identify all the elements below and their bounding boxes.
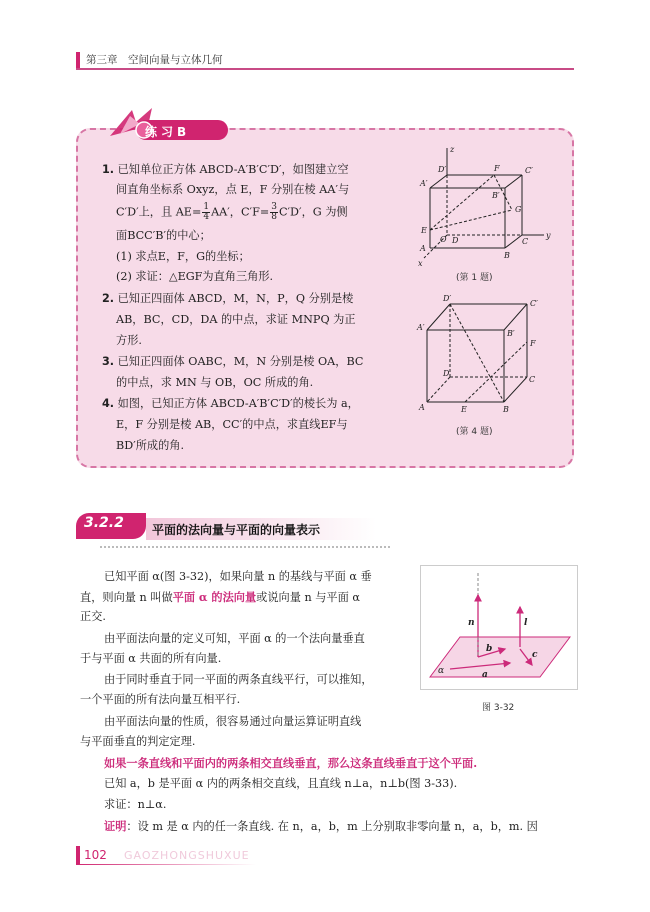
label-g: G — [515, 205, 522, 214]
problem-2-line-1 — [102, 290, 353, 308]
fraction-numerator: 1 — [203, 202, 210, 212]
footer-accent-bar — [76, 846, 80, 864]
problem-2-line-3: 方形. — [116, 334, 142, 347]
body-text: 或说向量 n 与平面 α — [256, 591, 360, 604]
section-dotted-divider — [100, 546, 390, 548]
label-a: a — [482, 670, 488, 680]
body-paragraph-2-line-2: 于与平面 α 共面的所有向量. — [80, 652, 222, 665]
label-a: A — [420, 244, 426, 253]
cube-hidden-edges — [427, 304, 527, 402]
fraction-3-8 — [270, 203, 278, 222]
problem-text: AA′，C′F= — [211, 205, 270, 219]
section-number: 3.2.2 — [84, 515, 124, 531]
fraction-numerator: 3 — [271, 202, 277, 212]
problem-1-line-5: (1) 求点E，F，G的坐标； — [116, 250, 250, 263]
problem-text: C′D′，G 为侧 — [278, 205, 348, 219]
proof-text: ：设 m 是 α 内的任一条直线. 在 n，a，b，m 上分别取非零向量 n，a，b，m. 因 — [126, 820, 538, 833]
body-paragraph-4-line-2: 与平面垂直的判定定理. — [80, 735, 196, 748]
label-d1: D′ — [443, 294, 452, 303]
label-x: x — [418, 259, 423, 268]
proof-line — [104, 817, 538, 836]
header-divider — [76, 68, 574, 70]
label-o: O — [440, 235, 447, 244]
problem-3-line-2: 的中点，求 MN 与 OB，OC 所成的角. — [116, 376, 314, 389]
figure-1-caption: (第 1 题) — [456, 273, 493, 283]
label-b: b — [486, 644, 493, 654]
problem-2-line-2: AB，BC，CD，DA 的中点，求证 MNPQ 为正 — [116, 313, 356, 326]
problem-1-line-2: 间直角坐标系 Oxyz，点 E，F 分别在棱 AA′与 — [116, 183, 350, 196]
problem-1-line-3 — [116, 203, 348, 222]
fraction-1-4 — [202, 203, 210, 222]
theorem-statement: 如果一条直线和平面内的两条相交直线垂直，那么这条直线垂直于这个平面. — [104, 756, 478, 770]
problem-1-line-1 — [102, 161, 349, 179]
problem-number: 4. — [102, 397, 115, 410]
problem-4-line-1 — [102, 395, 359, 413]
exercise-badge-label: 练习B — [145, 125, 191, 139]
label-a1: A′ — [417, 323, 425, 332]
problem-text: 已知正四面体 ABCD，M，N，P，Q 分别是棱 — [117, 292, 354, 305]
label-l: l — [524, 618, 528, 628]
problem-1-line-4: 面BCC′B′的中心； — [116, 229, 211, 242]
label-b: B — [503, 405, 509, 414]
figure-3-32-plane-normal-vectors — [420, 565, 578, 690]
cube-figure-problem-4 — [415, 292, 555, 417]
label-d: D — [443, 369, 450, 378]
problem-text: 已知正四面体 OABC，M，N 分别是棱 OA，BC — [117, 355, 364, 368]
footer-divider — [76, 864, 256, 865]
label-b1: B′ — [492, 191, 500, 200]
problem-number: 1. — [102, 163, 115, 176]
problem-1-line-6: (2) 求证：△EGF为直角三角形. — [116, 270, 274, 283]
fraction-denominator: 8 — [271, 212, 277, 222]
problem-number: 3. — [102, 355, 115, 368]
header-accent-bar — [76, 52, 80, 68]
chapter-title: 第三章 空间向量与立体几何 — [86, 54, 223, 66]
label-c: C — [529, 375, 536, 384]
label-c1: C′ — [525, 166, 533, 175]
proof-label: 证明 — [104, 819, 127, 833]
label-y: y — [546, 231, 551, 240]
label-d1: D′ — [438, 165, 447, 174]
cube-figure-problem-1 — [412, 140, 562, 270]
label-f: F — [530, 339, 536, 348]
body-paragraph-3-line-1: 由于同时垂直于同一平面的两条直线平行，可以推知， — [104, 673, 373, 686]
body-paragraph-1-line-2 — [80, 588, 360, 607]
given-statement: 已知 a，b 是平面 α 内的两条相交直线，且直线 n⊥a，n⊥b(图 3-33). — [104, 777, 458, 790]
cube-hidden-edges — [424, 175, 522, 258]
prove-statement: 求证：n⊥α. — [104, 798, 167, 811]
problem-text: 已知单位正方体 ABCD-A′B′C′D′，如图建立空 — [117, 163, 349, 176]
problem-text: C′D′上，且 AE= — [116, 205, 202, 219]
problem-number: 2. — [102, 292, 115, 305]
label-f: F — [494, 164, 500, 173]
problem-text: 如图，已知正方体 ABCD-A′B′C′D′的棱长为 a， — [117, 397, 359, 410]
plane-alpha — [430, 637, 570, 677]
body-text: 直，则向量 n 叫做 — [80, 591, 173, 604]
label-a: A — [419, 403, 425, 412]
problem-4-line-2: E，F 分别是棱 AB，CC′的中点，求直线EF与 — [116, 418, 348, 431]
figure-3-32-caption: 图 3-32 — [482, 703, 515, 713]
label-n: n — [468, 618, 475, 628]
body-paragraph-1-line-3: 正交. — [80, 610, 106, 623]
problem-3-line-1 — [102, 353, 363, 371]
page-number: 102 — [84, 848, 107, 862]
fraction-denominator: 4 — [203, 212, 210, 222]
label-e: E — [421, 226, 427, 235]
label-d: D — [452, 236, 459, 245]
label-z: z — [450, 145, 455, 154]
label-c1: C′ — [530, 299, 538, 308]
footer-logo-text: GAOZHONGSHUXUE — [124, 849, 250, 862]
body-paragraph-4-line-1: 由平面法向量的性质，很容易通过向量运算证明直线 — [104, 715, 362, 728]
body-paragraph-2-line-1: 由平面法向量的定义可知，平面 α 的一个法向量垂直 — [104, 632, 365, 645]
figure-4-caption: (第 4 题) — [456, 427, 493, 437]
problem-4-line-3: BD′所成的角. — [116, 439, 185, 452]
label-a1: A′ — [420, 179, 428, 188]
label-c: C — [522, 237, 529, 246]
label-alpha: α — [438, 666, 445, 676]
label-b: B — [504, 251, 510, 260]
label-b1: B′ — [507, 329, 515, 338]
label-e: E — [461, 405, 467, 414]
definition-term: 平面 α 的法向量 — [172, 590, 257, 604]
section-title: 平面的法向量与平面的向量表示 — [152, 523, 321, 537]
body-paragraph-1-line-1: 已知平面 α(图 3-32)，如果向量 n 的基线与平面 α 垂 — [104, 570, 372, 583]
body-paragraph-3-line-2: 一个平面的所有法向量互相平行. — [80, 693, 241, 706]
label-c: c — [532, 650, 538, 660]
